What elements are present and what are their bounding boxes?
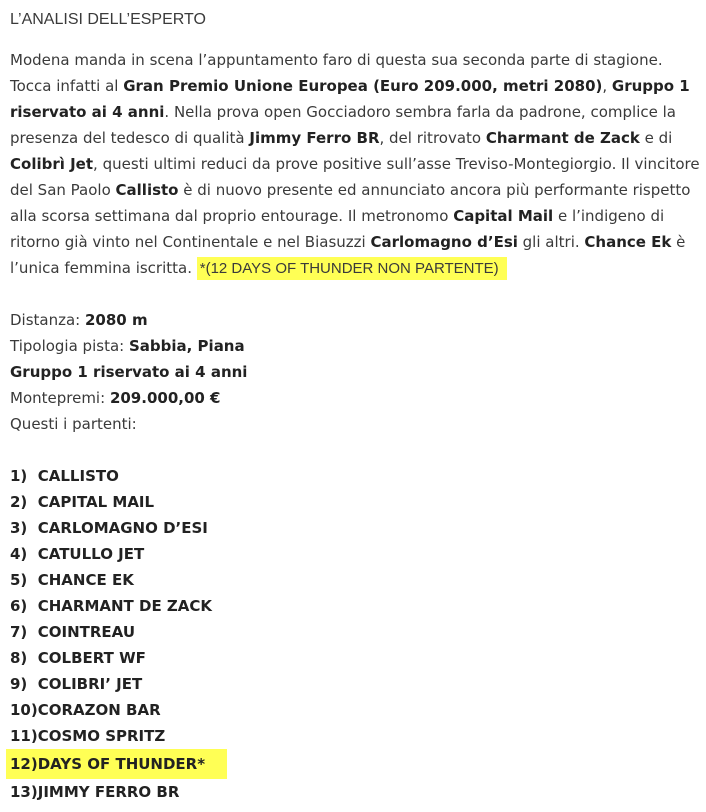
horse-colibri: Colibrì Jet <box>10 155 94 173</box>
runner-number: 8) <box>10 649 28 667</box>
list-item <box>10 541 700 567</box>
runner-number: 3) <box>10 519 28 537</box>
track-label: Tipologia pista: <box>10 337 129 355</box>
race-facts <box>10 307 700 437</box>
list-item <box>10 697 700 723</box>
group-value: Gruppo 1 riservato ai 4 anni <box>10 363 248 381</box>
runner-number: 7) <box>10 623 28 641</box>
track-value: Sabbia, Piana <box>128 337 245 355</box>
runner-number: 13) <box>10 783 38 801</box>
distance-label: Distanza: <box>10 311 85 329</box>
runner-name: COINTREAU <box>37 623 136 641</box>
list-item <box>10 593 700 619</box>
list-item <box>10 779 700 805</box>
group-row <box>10 359 700 385</box>
list-item <box>10 463 700 489</box>
horse-capital-mail: Capital Mail <box>453 207 554 225</box>
non-starter-highlight <box>6 749 227 779</box>
prize-label: Montepremi: <box>10 389 110 407</box>
runner-name: DAYS OF THUNDER* <box>37 755 206 773</box>
race-group: Gruppo 1 riservato ai 4 anni <box>10 77 690 121</box>
prize-row <box>10 385 700 411</box>
runner-number: 10) <box>10 701 38 719</box>
runner-number: 1) <box>10 467 28 485</box>
horse-chance-ek: Chance Ek <box>584 233 672 251</box>
track-row <box>10 333 700 359</box>
intro-text-2: , <box>602 77 612 95</box>
runners-intro: Questi i partenti: <box>10 415 137 433</box>
runner-name: CHARMANT DE ZACK <box>37 597 213 615</box>
runner-number: 9) <box>10 675 28 693</box>
list-item <box>10 515 700 541</box>
runner-name: JIMMY FERRO BR <box>37 783 180 801</box>
intro-paragraph <box>10 47 700 282</box>
intro-text-1: Modena manda in scena l’appuntamento faro di questa sua seconda parte di stagione. Tocca infatti al <box>10 51 663 95</box>
runner-name: CHANCE EK <box>37 571 134 589</box>
intro-text-10: è l’unica femmina iscritta. <box>10 233 686 277</box>
prize-value: 209.000,00 € <box>109 389 221 407</box>
intro-text-4: , del ritrovato <box>379 129 486 147</box>
runner-name: CORAZON BAR <box>37 701 161 719</box>
list-item <box>10 489 700 515</box>
intro-text-5: e di <box>639 129 673 147</box>
horse-charmant: Charmant de Zack <box>485 129 640 147</box>
runner-name: COSMO SPRITZ <box>37 727 166 745</box>
runner-number: 11) <box>10 727 38 745</box>
runner-number: 5) <box>10 571 28 589</box>
list-item <box>10 723 700 749</box>
non-starter-note: *(12 DAYS OF THUNDER NON PARTENTE) <box>197 257 507 280</box>
intro-text-9: gli altri. <box>517 233 585 251</box>
runner-name: COLBERT WF <box>37 649 146 667</box>
intro-text-8: e l’indigeno di ritorno già vinto nel Continentale e nel Biasuzzi <box>10 207 665 251</box>
list-item <box>10 619 700 645</box>
distance-value: 2080 m <box>85 311 148 329</box>
horse-jimmy-ferro: Jimmy Ferro BR <box>249 129 380 147</box>
runner-number: 12) <box>10 755 38 773</box>
runner-number: 4) <box>10 545 28 563</box>
distance-row <box>10 307 700 333</box>
intro-text-6: , questi ultimi reduci da prove positive sull’asse Treviso-Montegiorgio. Il vincitore del San Paolo <box>10 155 700 199</box>
list-item <box>10 567 700 593</box>
section-heading: L’ANALISI DELL’ESPERTO <box>10 11 206 28</box>
runners-list <box>10 463 700 805</box>
runner-name: COLIBRI’ JET <box>37 675 143 693</box>
list-item-highlighted <box>10 749 700 779</box>
runner-name: CATULLO JET <box>37 545 145 563</box>
horse-carlomagno: Carlomagno d’Esi <box>370 233 518 251</box>
runner-name: CAPITAL MAIL <box>37 493 155 511</box>
runner-name: CALLISTO <box>37 467 119 485</box>
horse-callisto: Callisto <box>115 181 179 199</box>
intro-text-3: . Nella prova open Gocciadoro sembra farla da padrone, complice la presenza del tedesco di qualità <box>10 103 676 147</box>
intro-text-7: è di nuovo presente ed annunciato ancora più performante rispetto alla scorsa settimana dal proprio entourage. Il metronomo <box>10 181 691 225</box>
list-item <box>10 645 700 671</box>
runner-name: CARLOMAGNO D’ESI <box>37 519 208 537</box>
runner-number: 6) <box>10 597 28 615</box>
runner-number: 2) <box>10 493 28 511</box>
list-item <box>10 671 700 697</box>
race-name: Gran Premio Unione Europea (Euro 209.000, metri 2080) <box>123 77 603 95</box>
